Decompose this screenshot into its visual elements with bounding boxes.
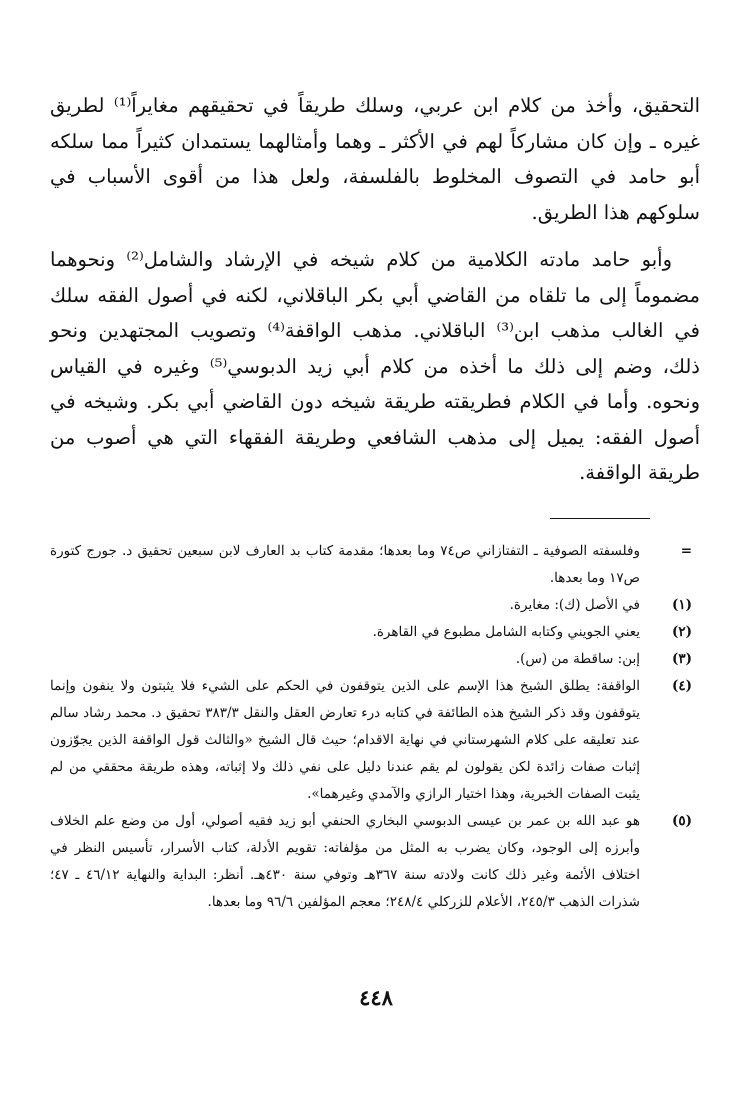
footnote-number: (٢) (671, 624, 692, 640)
footnote-4 (50, 673, 700, 808)
footnote-number: (٤) (671, 678, 692, 694)
footnote-1 (50, 592, 700, 619)
footnote-text: في الأصل (ك): مغايرة. (509, 597, 640, 613)
footnote-text: هو عبد الله بن عمر بن عيسى الدبوسي البخاري الحنفي أبو زيد فقيه أصولي، أول من وضع علم الخلاف وأبرزه إلى الوجود، وكان يضرب به المثل من مؤلفاته: تقويم الأدلة، كتاب الأسرار، تأسيس النظر في اختلاف الأئمة وغير ذلك كانت ولادته سنة ٣٦٧هـ وتوفي سنة ٤٣٠هـ. أنظر: البداية والنهاية ٤٦/١٢ ـ ٤٧؛ شذرات الذهب ٢٤٥/٣، الأعلام للزركلي ٢٤٨/٤؛ معجم المؤلفين ٩٦/٦ وما بعدها. (50, 813, 641, 910)
footnote-text: وفلسفته الصوفية ـ التفتازاني ص٧٤ وما بعدها؛ مقدمة كتاب بد العارف لابن سبعين تحقيق د. جورج كتورة ص١٧ وما بعدها. (50, 543, 640, 586)
footnote-number: (٥) (671, 813, 692, 829)
footnote-number: (٣) (671, 651, 692, 667)
footnote-continuation (50, 538, 700, 592)
main-text (50, 88, 700, 491)
footnote-2 (50, 619, 700, 646)
paragraph-1: التحقيق، وأخذ من كلام ابن عربي، وسلك طريقاً في تحقيقهم مغايراً⁽¹⁾ لطريق غيره ـ وإن كان مشاركاً لهم في الأكثر ـ وهما وأمثالهما يستمدان كثيراً مما سلكه أبو حامد في التصوف المخلوط بالفلسفة، ولعل هذا من أقوى الأسباب في سلوكهم هذا الطريق. (50, 94, 700, 224)
footnote-number: = (680, 543, 692, 559)
footnote-3 (50, 646, 700, 673)
footnote-separator (550, 518, 650, 519)
footnote-number: (١) (671, 597, 692, 613)
page-number: ٤٤٨ (359, 985, 393, 1010)
footnote-5 (50, 808, 700, 916)
footnote-text: إبن: ساقطة من (س). (515, 651, 640, 667)
footnote-text: الواقفة: يطلق الشيخ هذا الإسم على الذين يتوقفون في الحكم على الشيء فلا يثبتون ولا ينفون وإنما يتوقفون وقد ذكر الشيخ هذه الطائفة في كتابه درء تعارض العقل والنقل ٣٨٣/٣ تحقيق د. محمد رشاد سالم عند تعليقه على كلام الشهرستاني في نهاية الاقدام؛ حيث قال الشيخ «والثالث قول الواقفة الذين يجوّزون إثبات صفات زائدة لكن يقولون لم يقم عندنا دليل على نفي ذلك ولا إثباته، وهذه طريقة محققي من لم يثبت الصفات الخبرية، وهذا اختيار الرازي والآمدي وغيرهما». (50, 678, 641, 802)
paragraph-2: وأبو حامد مادته الكلامية من كلام شيخه في الإرشاد والشامل⁽²⁾ ونحوهما مضموماً إلى ما تلقاه من القاضي أبي بكر الباقلاني، لكنه في أصول الفقه سلك في الغالب مذهب ابن⁽³⁾ الباقلاني. مذهب الواقفة⁽⁴⁾ وتصويب المجتهدين ونحو ذلك، وضم إلى ذلك ما أخذه من كلام أبي زيد الدبوسي⁽⁵⁾ وغيره في القياس ونحوه. وأما في الكلام فطريقته طريقة شيخه دون القاضي أبي بكر. وشيخه في أصول الفقه: يميل إلى مذهب الشافعي وطريقة الفقهاء التي هي أصوب من طريقة الواقفة. (50, 248, 700, 484)
footnote-text: يعني الجويني وكتابه الشامل مطبوع في القاهرة. (372, 624, 640, 640)
footnotes (50, 538, 700, 916)
